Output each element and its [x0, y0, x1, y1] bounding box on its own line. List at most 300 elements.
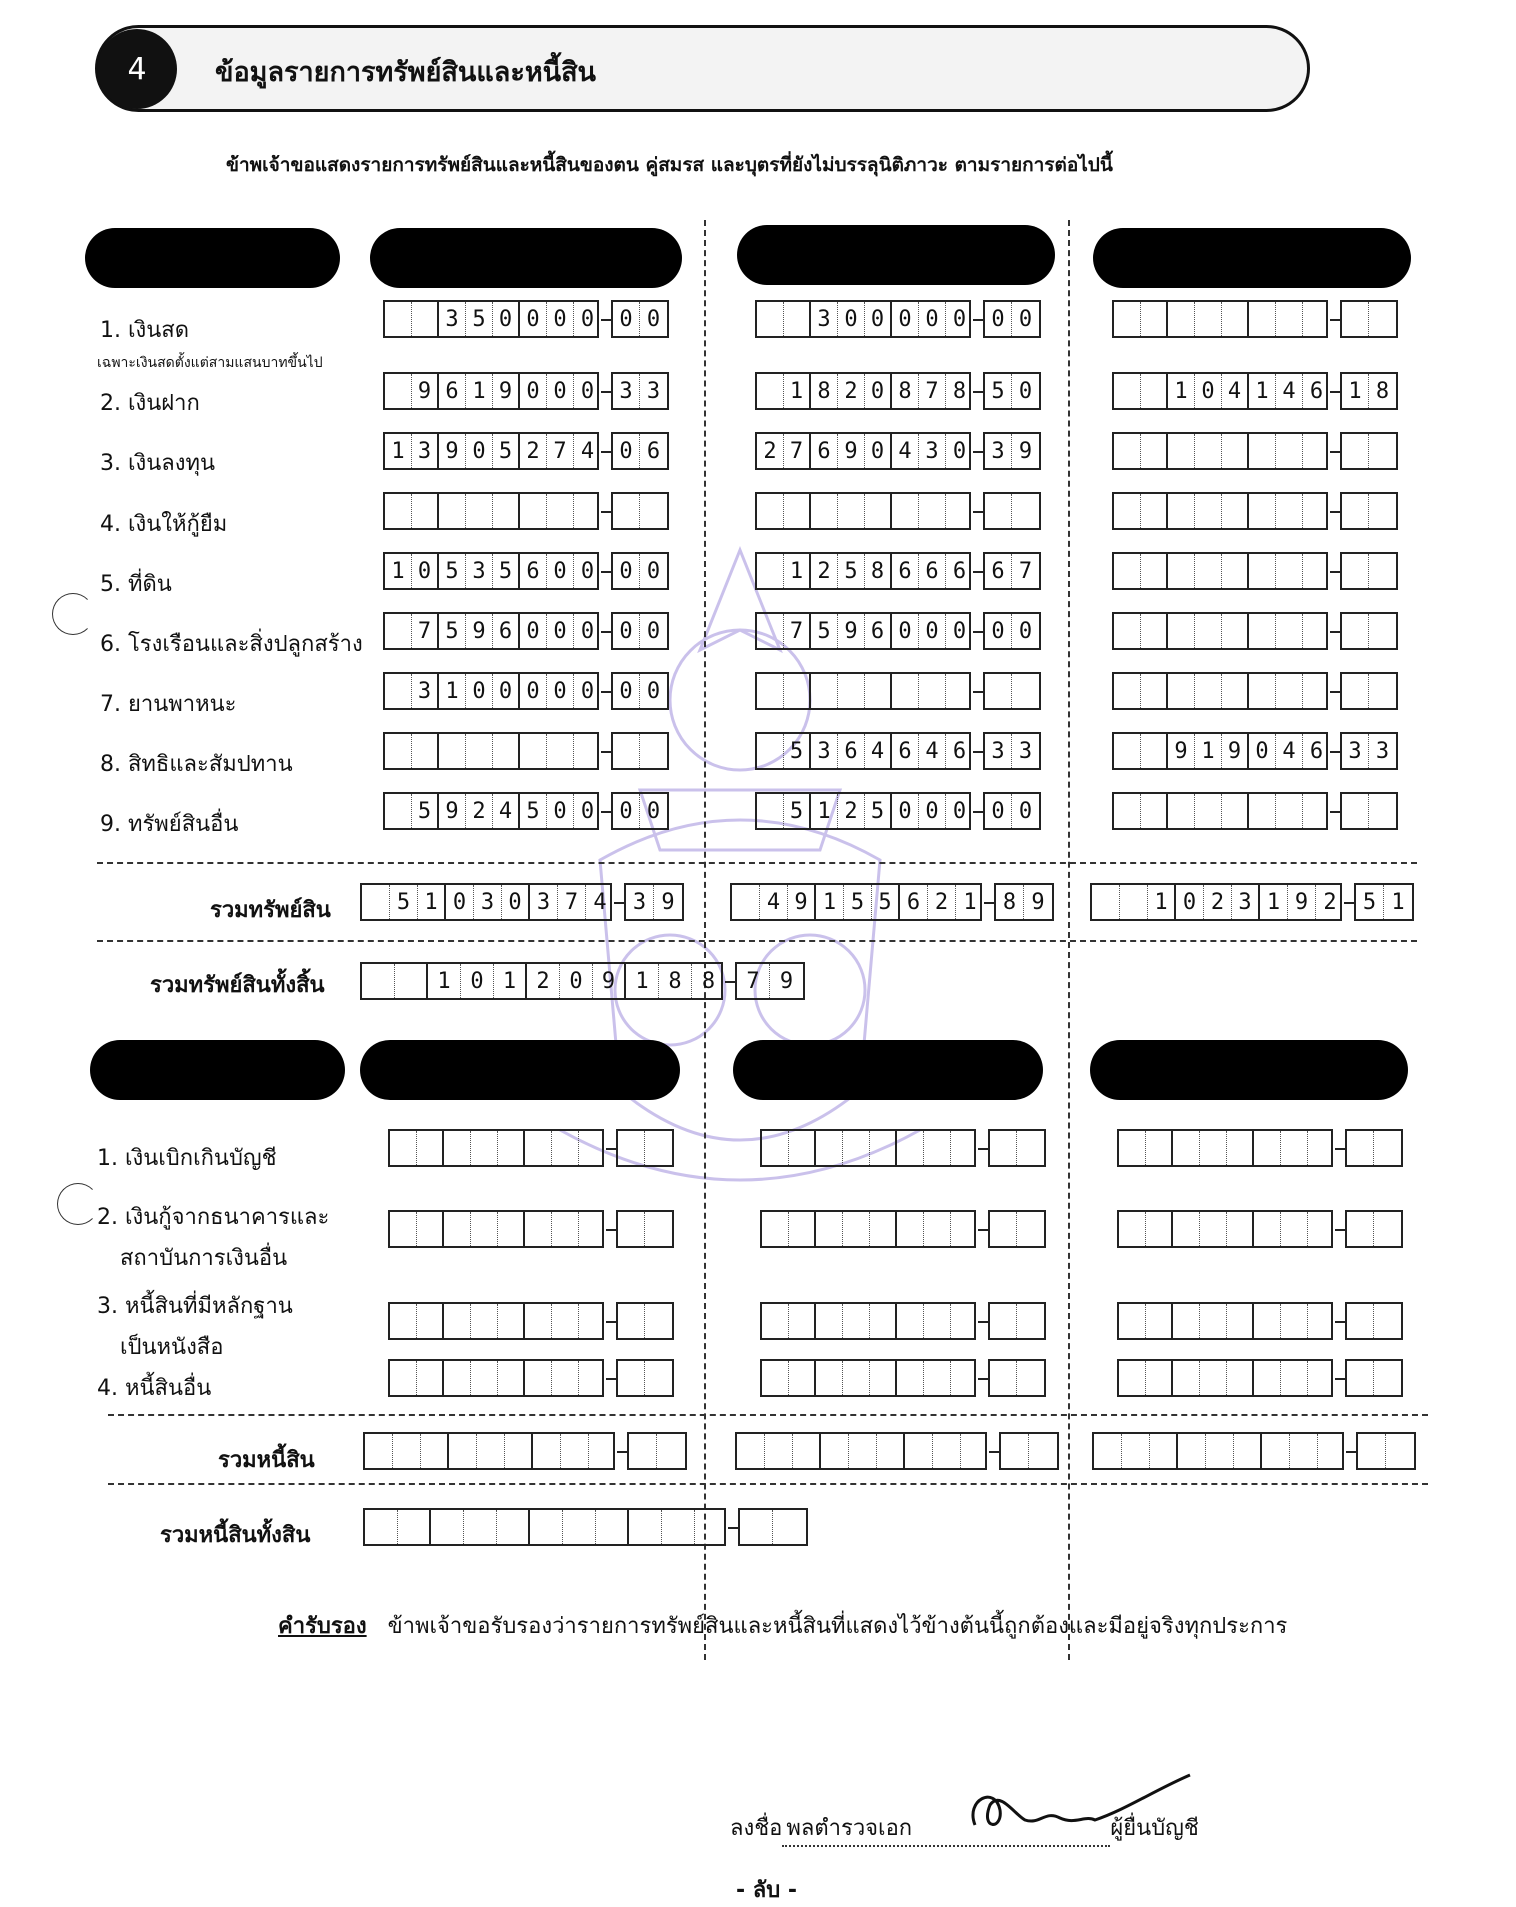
- digit-cell: [1276, 302, 1303, 336]
- digit-cell: 6: [952, 738, 967, 764]
- digit-cell: 3: [530, 885, 558, 919]
- digit-cell: [1249, 434, 1276, 468]
- digit-cell: 0: [1018, 618, 1033, 644]
- digit-cell: 1: [784, 554, 811, 588]
- liability-amount-1[interactable]: [388, 1359, 604, 1397]
- satang-box: [616, 1129, 674, 1167]
- satang-box: [1340, 432, 1398, 470]
- digit-cell: [773, 1510, 806, 1544]
- digit-cell: 3: [1375, 738, 1390, 764]
- digit-cell: [1342, 794, 1369, 828]
- digit-cell: [838, 494, 865, 528]
- digit-cell: 0: [919, 302, 946, 336]
- satang-box: [1340, 300, 1398, 338]
- digit-cell: [919, 494, 946, 528]
- asset-label: 1. เงินสด: [100, 318, 189, 343]
- assets-total-spouse[interactable]: [730, 883, 1045, 921]
- digit-cell: 0: [865, 302, 892, 336]
- redacted-heading-spouse: [737, 225, 1055, 285]
- digit-cell: [618, 1361, 645, 1395]
- asset-amount-3[interactable]: [1112, 732, 1390, 770]
- digit-cell: 8: [701, 968, 716, 994]
- digit-cell: 1: [811, 794, 838, 828]
- digit-cell: 4: [892, 434, 919, 468]
- digit-cell: [1141, 554, 1168, 588]
- digit-cell: [1308, 1212, 1335, 1246]
- satang-box: [1340, 552, 1398, 590]
- digit-cell: [1114, 674, 1141, 708]
- digit-cell: [740, 1510, 773, 1544]
- satang-box: [1340, 372, 1398, 410]
- asset-amount-1[interactable]: [383, 300, 661, 338]
- asset-label: 5. ที่ดิน: [100, 572, 172, 597]
- asset-amount-2[interactable]: [755, 552, 1033, 590]
- digit-cell: 9: [661, 889, 675, 915]
- digit-cell: 5: [520, 794, 547, 828]
- asset-amount-2[interactable]: [755, 432, 1033, 470]
- digit-cell: [757, 614, 784, 648]
- digit-cell: 1: [1342, 374, 1369, 408]
- asset-amount-1[interactable]: [383, 372, 661, 410]
- satang-box: [1354, 883, 1414, 921]
- digit-cell: 0: [892, 794, 919, 828]
- digit-cell: [1119, 1304, 1146, 1338]
- digit-cell: 2: [928, 885, 956, 919]
- digit-cell: [737, 1434, 765, 1468]
- asset-amount-1[interactable]: [383, 732, 599, 770]
- asset-amount-3[interactable]: [1112, 372, 1390, 410]
- liability-amount-1[interactable]: [388, 1302, 604, 1340]
- digit-cell: 0: [919, 794, 946, 828]
- digit-cell: [552, 1304, 579, 1338]
- digit-cell: 5: [872, 885, 900, 919]
- digit-cell: [1195, 554, 1222, 588]
- digit-cell: [1369, 302, 1396, 336]
- digit-cell: [498, 1131, 525, 1165]
- digit-cell: [961, 1434, 989, 1468]
- digit-cell: [946, 494, 973, 528]
- digit-cell: 0: [952, 306, 967, 332]
- digit-cell: 6: [838, 734, 865, 768]
- digit-cell: [464, 1510, 497, 1544]
- digit-cell: 5: [985, 374, 1012, 408]
- liability-amount-2[interactable]: [760, 1210, 976, 1248]
- digit-cell: 9: [493, 374, 520, 408]
- digit-cell: [1369, 434, 1396, 468]
- digit-cell: [471, 1361, 498, 1395]
- digit-cell: [1262, 1434, 1290, 1468]
- digit-cell: 6: [1309, 378, 1324, 404]
- digit-cell: [1234, 1434, 1262, 1468]
- signature-name: พลตำรวจเอก: [782, 1810, 1110, 1847]
- asset-amount-3[interactable]: [1112, 432, 1328, 470]
- asset-amount-3[interactable]: [1112, 792, 1328, 830]
- digit-cell: 3: [412, 434, 439, 468]
- assets-total-children[interactable]: [1090, 883, 1405, 921]
- digit-cell: [1029, 1434, 1057, 1468]
- digit-cell: [1227, 1212, 1254, 1246]
- digit-cell: [520, 734, 547, 768]
- digit-cell: [1173, 1212, 1200, 1246]
- digit-cell: [985, 494, 1012, 528]
- digit-cell: [1168, 794, 1195, 828]
- asset-amount-3[interactable]: [1112, 612, 1328, 650]
- assets-total-declarant[interactable]: [360, 883, 675, 921]
- liabilities-grand-total[interactable]: [363, 1508, 726, 1546]
- digit-cell: 9: [1288, 885, 1316, 919]
- digit-cell: 1: [816, 885, 844, 919]
- digit-cell: 0: [502, 885, 530, 919]
- digit-cell: 7: [919, 374, 946, 408]
- digit-cell: [765, 1434, 793, 1468]
- digit-cell: [951, 1131, 978, 1165]
- digit-cell: 0: [646, 306, 661, 332]
- liability-amount-3[interactable]: [1117, 1302, 1333, 1340]
- liabilities-grand-total-label: รวมหนี้สินทั้งสิน: [160, 1523, 311, 1548]
- digit-cell: [1141, 734, 1168, 768]
- asset-label: 9. ทรัพย์สินอื่น: [100, 812, 239, 837]
- asset-amount-2[interactable]: [755, 492, 971, 530]
- digit-cell: [362, 964, 395, 998]
- digit-cell: [1168, 302, 1195, 336]
- digit-cell: 0: [547, 674, 574, 708]
- asset-amount-2[interactable]: [755, 372, 1033, 410]
- digit-cell: 0: [466, 674, 493, 708]
- digit-cell: [757, 302, 784, 336]
- digit-cell: [579, 1212, 606, 1246]
- digit-cell: [1120, 885, 1148, 919]
- digit-cell: 8: [996, 885, 1024, 919]
- redacted-heading-children: [1093, 228, 1411, 288]
- digit-cell: [395, 964, 428, 998]
- satang-box: [983, 732, 1041, 770]
- digit-cell: [1276, 434, 1303, 468]
- digit-cell: [493, 734, 520, 768]
- digit-cell: 5: [439, 614, 466, 648]
- asset-amount-3[interactable]: [1112, 672, 1328, 710]
- digit-cell: [1092, 885, 1120, 919]
- digit-cell: [662, 1510, 695, 1544]
- digit-cell: 8: [865, 554, 892, 588]
- digit-cell: [365, 1434, 393, 1468]
- digit-cell: [1342, 554, 1369, 588]
- digit-cell: [1017, 1131, 1044, 1165]
- digit-cell: [1308, 1361, 1335, 1395]
- digit-cell: [1168, 494, 1195, 528]
- digit-cell: [1254, 1304, 1281, 1338]
- digit-cell: [843, 1361, 870, 1395]
- liability-amount-3[interactable]: [1117, 1359, 1333, 1397]
- digit-cell: [1342, 614, 1369, 648]
- assets-total-label: รวมทรัพย์สิน: [210, 898, 331, 923]
- digit-cell: [762, 1212, 789, 1246]
- liabilities-total-declarant[interactable]: [363, 1432, 615, 1470]
- digit-cell: [1114, 794, 1141, 828]
- satang-box: [983, 792, 1041, 830]
- liabilities-separator: [108, 1414, 1428, 1416]
- digit-cell: [596, 1510, 629, 1544]
- digit-cell: [816, 1361, 843, 1395]
- digit-cell: 5: [493, 434, 520, 468]
- digit-cell: [1254, 1361, 1281, 1395]
- digit-cell: [1249, 494, 1276, 528]
- digit-cell: [757, 374, 784, 408]
- section-title: ข้อมูลรายการทรัพย์สินและหนี้สิน: [215, 57, 597, 88]
- digit-cell: 0: [461, 964, 494, 998]
- digit-cell: [471, 1212, 498, 1246]
- liability-amount-2[interactable]: [760, 1302, 976, 1340]
- digit-cell: 0: [613, 674, 640, 708]
- handwritten-circle-mark: [52, 593, 94, 635]
- digit-cell: 4: [865, 734, 892, 768]
- digit-cell: [838, 674, 865, 708]
- digit-cell: [520, 494, 547, 528]
- liability-amount-3[interactable]: [1117, 1129, 1333, 1167]
- liability-label: 2. เงินกู้จากธนาคารและ: [97, 1205, 330, 1230]
- digit-cell: 3: [919, 434, 946, 468]
- digit-cell: [1303, 302, 1330, 336]
- digit-cell: 1: [1195, 734, 1222, 768]
- digit-cell: 1: [466, 374, 493, 408]
- digit-cell: [1281, 1131, 1308, 1165]
- digit-cell: 5: [784, 794, 811, 828]
- digit-cell: 0: [580, 306, 595, 332]
- digit-cell: 0: [952, 438, 967, 464]
- digit-cell: [1276, 674, 1303, 708]
- digit-cell: [1168, 434, 1195, 468]
- digit-cell: [645, 1304, 672, 1338]
- digit-cell: 6: [900, 885, 928, 919]
- digit-cell: [1141, 302, 1168, 336]
- digit-cell: 0: [520, 302, 547, 336]
- digit-cell: [439, 494, 466, 528]
- digit-cell: 1: [963, 889, 977, 915]
- digit-cell: [789, 1304, 816, 1338]
- satang-box: [611, 792, 669, 830]
- digit-cell: 2: [1204, 885, 1232, 919]
- digit-cell: [811, 494, 838, 528]
- digit-cell: 0: [446, 885, 474, 919]
- satang-box: [1340, 612, 1398, 650]
- digit-cell: [1347, 1304, 1374, 1338]
- digit-cell: [477, 1434, 505, 1468]
- digit-cell: [789, 1131, 816, 1165]
- asset-amount-2[interactable]: [755, 672, 971, 710]
- digit-cell: [1374, 1131, 1401, 1165]
- satang-box: [735, 962, 805, 1000]
- digit-cell: [816, 1131, 843, 1165]
- digit-cell: [1249, 794, 1276, 828]
- digit-cell: [1122, 1434, 1150, 1468]
- digit-cell: [1303, 614, 1330, 648]
- digit-cell: 0: [646, 798, 661, 824]
- digit-cell: [924, 1361, 951, 1395]
- digit-cell: [563, 1510, 596, 1544]
- digit-cell: [897, 1131, 924, 1165]
- asset-label: 3. เงินลงทุน: [100, 451, 216, 476]
- satang-box: [1356, 1432, 1416, 1470]
- liabilities-total-label: รวมหนี้สิน: [218, 1448, 315, 1473]
- satang-box: [983, 552, 1041, 590]
- digit-cell: 3: [811, 302, 838, 336]
- asset-amount-3[interactable]: [1112, 552, 1328, 590]
- signature-suffix: ผู้ยื่นบัญชี: [1110, 1816, 1199, 1841]
- digit-cell: [990, 1212, 1017, 1246]
- digit-cell: 5: [390, 885, 418, 919]
- digit-cell: [821, 1434, 849, 1468]
- satang-box: [611, 300, 669, 338]
- digit-cell: [547, 734, 574, 768]
- asset-amount-1[interactable]: [383, 672, 661, 710]
- digit-cell: [1146, 1361, 1173, 1395]
- digit-cell: [1001, 1434, 1029, 1468]
- digit-cell: 2: [1323, 889, 1337, 915]
- digit-cell: 9: [1018, 438, 1033, 464]
- digit-cell: [417, 1304, 444, 1338]
- digit-cell: 6: [811, 434, 838, 468]
- redacted-heading-children: [1090, 1040, 1408, 1100]
- asset-amount-2[interactable]: [755, 612, 1033, 650]
- digit-cell: 1: [1168, 374, 1195, 408]
- asset-amount-1[interactable]: [383, 552, 661, 590]
- digit-cell: 6: [865, 614, 892, 648]
- digit-cell: [1222, 302, 1249, 336]
- digit-cell: [1386, 1434, 1414, 1468]
- digit-cell: [444, 1361, 471, 1395]
- digit-cell: [1141, 434, 1168, 468]
- digit-cell: 9: [439, 794, 466, 828]
- digit-cell: [1200, 1304, 1227, 1338]
- digit-cell: [924, 1212, 951, 1246]
- digit-cell: 1: [1148, 885, 1176, 919]
- digit-cell: 2: [838, 374, 865, 408]
- digit-cell: [897, 1361, 924, 1395]
- digit-cell: [466, 494, 493, 528]
- liability-amount-3[interactable]: [1117, 1210, 1333, 1248]
- digit-cell: 8: [659, 964, 692, 998]
- digit-cell: [640, 494, 667, 528]
- digit-cell: 3: [474, 885, 502, 919]
- digit-cell: [466, 734, 493, 768]
- digit-cell: [1308, 1304, 1335, 1338]
- digit-cell: 6: [919, 554, 946, 588]
- digit-cell: [533, 1434, 561, 1468]
- asset-amount-2[interactable]: [755, 792, 1033, 830]
- digit-cell: [789, 1212, 816, 1246]
- digit-cell: 0: [547, 554, 574, 588]
- liabilities-total-children[interactable]: [1092, 1432, 1344, 1470]
- satang-box: [611, 492, 669, 530]
- satang-box: [616, 1359, 674, 1397]
- asset-label: 8. สิทธิและสัมปทาน: [100, 752, 293, 777]
- digit-cell: [1119, 1131, 1146, 1165]
- digit-cell: 7: [558, 885, 586, 919]
- digit-cell: 0: [547, 614, 574, 648]
- digit-cell: [892, 674, 919, 708]
- liability-amount-1[interactable]: [388, 1129, 604, 1167]
- section-intro: ข้าพเจ้าขอแสดงรายการทรัพย์สินและหนี้สินของตน คู่สมรส และบุตรที่ยังไม่บรรลุนิติภาวะ ตามรายการต่อไปนี้: [226, 154, 1113, 176]
- digit-cell: [1114, 374, 1141, 408]
- liability-amount-2[interactable]: [760, 1129, 976, 1167]
- digit-cell: 0: [952, 798, 967, 824]
- digit-cell: [1114, 302, 1141, 336]
- digit-cell: [1168, 554, 1195, 588]
- asset-amount-1[interactable]: [383, 432, 661, 470]
- digit-cell: [1146, 1131, 1173, 1165]
- asset-amount-1[interactable]: [383, 492, 599, 530]
- digit-cell: [843, 1131, 870, 1165]
- digit-cell: [990, 1131, 1017, 1165]
- digit-cell: 3: [1232, 885, 1260, 919]
- liability-amount-1[interactable]: [388, 1210, 604, 1248]
- satang-box: [611, 732, 669, 770]
- liabilities-total-spouse[interactable]: [735, 1432, 987, 1470]
- digit-cell: [412, 302, 439, 336]
- asset-amount-1[interactable]: [383, 612, 661, 650]
- asset-amount-3[interactable]: [1112, 300, 1328, 338]
- digit-cell: [1114, 734, 1141, 768]
- satang-box: [983, 612, 1041, 650]
- digit-cell: 6: [1309, 738, 1324, 764]
- digit-cell: [1227, 1361, 1254, 1395]
- digit-cell: 5: [844, 885, 872, 919]
- digit-cell: 0: [1195, 374, 1222, 408]
- digit-cell: [1173, 1131, 1200, 1165]
- digit-cell: [385, 374, 412, 408]
- digit-cell: 7: [784, 614, 811, 648]
- digit-cell: [1168, 674, 1195, 708]
- asset-amount-3[interactable]: [1112, 492, 1328, 530]
- digit-cell: [1141, 374, 1168, 408]
- digit-cell: [1369, 674, 1396, 708]
- digit-cell: 5: [412, 794, 439, 828]
- redacted-heading-declarant: [360, 1040, 680, 1100]
- digit-cell: 1: [1260, 885, 1288, 919]
- digit-cell: [471, 1131, 498, 1165]
- digit-cell: 0: [412, 554, 439, 588]
- digit-cell: [385, 734, 412, 768]
- asset-amount-2[interactable]: [755, 300, 1033, 338]
- digit-cell: 8: [892, 374, 919, 408]
- liability-amount-2[interactable]: [760, 1359, 976, 1397]
- digit-cell: [924, 1131, 951, 1165]
- asset-amount-2[interactable]: [755, 732, 1033, 770]
- digit-cell: [1276, 794, 1303, 828]
- digit-cell: [1374, 1361, 1401, 1395]
- digit-cell: 9: [838, 614, 865, 648]
- digit-cell: 6: [520, 554, 547, 588]
- digit-cell: [1173, 1304, 1200, 1338]
- digit-cell: [1017, 1304, 1044, 1338]
- redacted-heading-spouse: [733, 1040, 1043, 1100]
- digit-cell: 0: [865, 434, 892, 468]
- cash-note: เฉพาะเงินสดตั้งแต่สามแสนบาทขึ้นไป: [97, 355, 323, 371]
- digit-cell: 6: [439, 374, 466, 408]
- digit-cell: [757, 674, 784, 708]
- digit-cell: 0: [580, 558, 595, 584]
- asset-amount-1[interactable]: [383, 792, 661, 830]
- digit-cell: [493, 494, 520, 528]
- assets-grand-total[interactable]: [360, 962, 794, 1000]
- digit-cell: [390, 1361, 417, 1395]
- liability-label-cont: เป็นหนังสือ: [120, 1335, 224, 1360]
- digit-cell: [1173, 1361, 1200, 1395]
- digit-cell: [444, 1212, 471, 1246]
- digit-cell: 6: [985, 554, 1012, 588]
- digit-cell: [439, 734, 466, 768]
- digit-cell: 0: [892, 614, 919, 648]
- digit-cell: 6: [952, 558, 967, 584]
